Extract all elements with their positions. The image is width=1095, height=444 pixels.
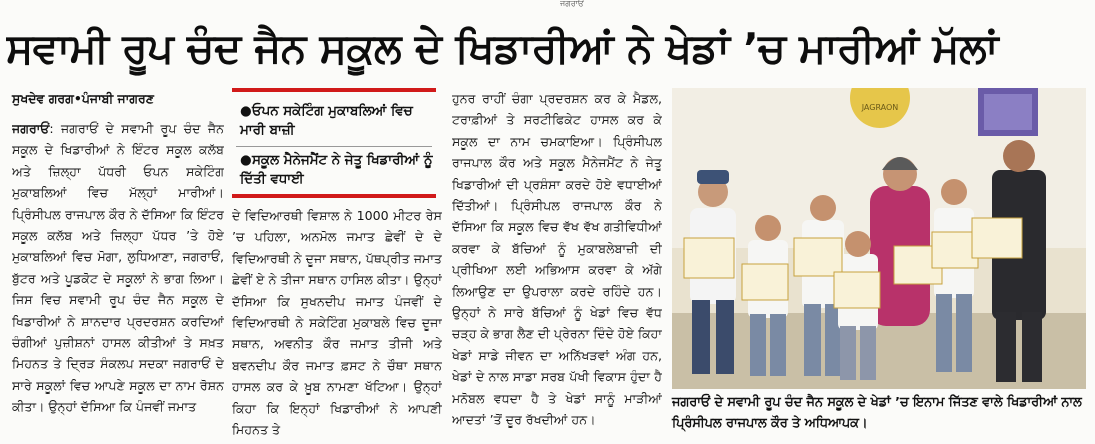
photo-caption: ਜਗਰਾਓਂ ਦੇ ਸਵਾਮੀ ਰੂਪ ਚੰਦ ਜੈਨ ਸਕੂਲ ਦੇ ਖੇਡਾਂ ’ਚ ਇਨਾਮ ਜਿੱਤਣ ਵਾਲੇ ਖਿਡਾਰੀਆਂ ਨਾਲ ਪ੍ਰਿੰਸੀਪਲ ਰਾਜਪਾਲ ਕੌਰ ਤੇ ਅਧਿਆਪਕ। [672, 395, 1082, 431]
photo-banner-text: JAGRAON [861, 103, 899, 112]
highlight-rule-top [232, 88, 436, 92]
dateline: ਜਗਰਾਓਂ [12, 121, 50, 136]
byline: ਸੁਖਦੇਵ ਗਰਗ•ਪੰਜਾਬੀ ਜਾਗਰਣ [12, 91, 154, 106]
photo-illustration [672, 88, 1086, 389]
bullet-icon: ● [240, 153, 252, 168]
article-column-3: ਹੁਨਰ ਰਾਹੀਂ ਚੰਗਾ ਪ੍ਰਦਰਸ਼ਨ ਕਰ ਕੇ ਮੈਡਲ, ਟਰਾਫ਼ੀਆਂ ਤੇ ਸਰਟੀਫਿਕੇਟ ਹਾਸਲ ਕਰ ਕੇ ਸਕੂਲ ਦਾ ਨਾਮ ਚਮਕਾਇਆ। ਪ੍ਰਿੰਸੀਪਲ ਰਾਜਪਾਲ ਕੌਰ ਅਤੇ ਸਕੂਲ ਮੈਨੇਜਮੈਂਟ ਨੇ ਜੇਤੂ ਖਿਡਾਰੀਆਂ ਦੀ ਪ੍ਰਸ਼ੰਸਾ ਕਰਦੇ ਹੋਏ ਵਧਾਈਆਂ ਦਿੱਤੀਆਂ। ਪ੍ਰਿੰਸੀਪਲ ਰਾਜਪਾਲ ਕੌਰ ਨੇ ਦੱਸਿਆ ਕਿ ਸਕੂਲ ਵਿਚ ਵੱਖ ਵੱਖ ਗਤੀਵਿਧੀਆਂ ਕਰਵਾ ਕੇ ਬੱਚਿਆਂ ਨੂੰ ਮੁਕਾਬਲੇਬਾਜ਼ੀ ਦੀ ਪ੍ਰੀਖਿਆ ਲਈ ਅਭਿਆਸ ਕਰਵਾ ਕੇ ਅੱਗੇ ਲਿਆਉਣ ਦਾ ਉਪਰਾਲਾ ਕਰਦੇ ਰਹਿੰਦੇ ਹਨ। ਉਨ੍ਹਾਂ ਨੇ ਸਾਰੇ ਬੱਚਿਆਂ ਨੂੰ ਖੇਡਾਂ ਵਿਚ ਵੱਧ ਚੜ੍ਹ ਕੇ ਭਾਗ ਲੈਣ ਦੀ ਪ੍ਰੇਰਨਾ ਦਿੰਦੇ ਹੋਏ ਕਿਹਾ ਖੇਡਾਂ ਸਾਡੇ ਜੀਵਨ ਦਾ ਅਨਿੱਖੜਵਾਂ ਅੰਗ ਹਨ, ਖੇਡਾਂ ਦੇ ਨਾਲ ਸਾਡਾ ਸਰਬ ਪੱਖੀ ਵਿਕਾਸ ਹੁੰਦਾ ਹੈ ਮਨੋਬਲ ਵਧਦਾ ਹੈ ਤੇ ਖੇਡਾਂ ਸਾਨੂੰ ਮਾੜੀਆਂ ਆਦਤਾਂ ’ਤੋਂ ਦੂਰ ਰੱਖਦੀਆਂ ਹਨ। [452, 91, 662, 428]
news-photo [672, 88, 1086, 389]
article-column-2: ਦੇ ਵਿਦਿਆਰਥੀ ਵਿਸ਼ਾਲ ਨੇ 1000 ਮੀਟਰ ਰੇਸ ’ਚ ਪਹਿਲਾ, ਅਨਮੋਲ ਜਮਾਤ ਛੇਵੀਂ ਦੇ ਦੇ ਵਿਦਿਆਰਥੀ ਨੇ ਦੂਜਾ ਸਥਾਨ, ਪੱਥਪ੍ਰੀਤ ਜਮਾਤ ਛੇਵੀਂ ਏ ਨੇ ਤੀਜਾ ਸਥਾਨ ਹਾਸਿਲ ਕੀਤਾ। ਉਨ੍ਹਾਂ ਦੱਸਿਆ ਕਿ ਸੁਖਨਦੀਪ ਜਮਾਤ ਪੰਜਵੀਂ ਦੇ ਵਿਦਿਆਰਥੀ ਨੇ ਸਕੇਟਿੰਗ ਮੁਕਾਬਲੇ ਵਿਚ ਦੂਜਾ ਸਥਾਨ, ਅਵਨੀਤ ਕੌਰ ਜਮਾਤ ਤੀਜੀ ਅਤੇ ਬਵਨਦੀਪ ਕੌਰ ਜਮਾਤ ਫ਼ਸਟ ਨੇ ਚੌਥਾ ਸਥਾਨ ਹਾਸਲ ਕਰ ਕੇ ਖ਼ੂਬ ਨਾਮਣਾ ਖੱਟਿਆ। ਉਨ੍ਹਾਂ ਕਿਹਾ ਕਿ ਇਨ੍ਹਾਂ ਖਿਡਾਰੀਆਂ ਨੇ ਆਪਣੀ ਮਿਹਨਤ ਤੇ [232, 208, 442, 438]
highlights-box [232, 88, 436, 196]
article-text-1: : ਜਗਰਾਓਂ ਦੇ ਸਵਾਮੀ ਰੂਪ ਚੰਦ ਜੈਨ ਸਕੂਲ ਦੇ ਖਿਡਾਰੀਆਂ ਨੇ ਇੰਟਰ ਸਕੂਲ ਕਲੱਬ ਅਤੇ ਜ਼ਿਲ੍ਹਾ ਪੱਧਰੀ ਓਪਨ ਸਕੇਟਿੰਗ ਮੁਕਾਬਲਿਆਂ ਵਿਚ ਮੱਲ੍ਹਾਂ ਮਾਰੀਆਂ। ਪ੍ਰਿੰਸੀਪਲ ਰਾਜਪਾਲ ਕੌਰ ਨੇ ਦੱਸਿਆ ਕਿ ਇੰਟਰ ਸਕੂਲ ਕਲੱਬ ਅਤੇ ਜ਼ਿਲ੍ਹਾ ਪੱਧਰ ’ਤੇ ਹੋਏ ਮੁਕਾਬਲਿਆਂ ਵਿਚ ਮੋਗਾ, ਲੁਧਿਆਣਾ, ਜਗਰਾਓਂ, ਬੁੱਟਰ ਅਤੇ ਪੂਡਕੋਟ ਦੇ ਸਕੂਲਾਂ ਨੇ ਭਾਗ ਲਿਆ। ਜਿਸ ਵਿਚ ਸਵਾਮੀ ਰੂਪ ਚੰਦ ਜੈਨ ਸਕੂਲ ਦੇ ਖਿਡਾਰੀਆਂ ਨੇ ਸ਼ਾਨਦਾਰ ਪ੍ਰਦਰਸ਼ਨ ਕਰਦਿਆਂ ਚੰਗੀਆਂ ਪੁਜ਼ੀਸ਼ਨਾਂ ਹਾਸਲ ਕੀਤੀਆਂ ਤੇ ਸਖ਼ਤ ਮਿਹਨਤ ਤੇ ਦ੍ਰਿੜ ਸੰਕਲਪ ਸਦਕਾ ਜਗਰਾਓਂ ਦੇ ਸਾਰੇ ਸਕੂਲਾਂ ਵਿਚ ਆਪਣੇ ਸਕੂਲ ਦਾ ਨਾਮ ਰੋਸ਼ਨ ਕੀਤਾ। ਉਨ੍ਹਾਂ ਦੱਸਿਆ ਕਿ ਪੰਜਵੀਂ ਜਮਾਤ [12, 121, 224, 415]
bullet-icon: ● [240, 104, 252, 119]
highlight-rule-bottom [232, 194, 436, 198]
headline: ਸਵਾਮੀ ਰੂਪ ਚੰਦ ਜੈਨ ਸਕੂਲ ਦੇ ਖਿਡਾਰੀਆਂ ਨੇ ਖੇਡਾਂ ’ਚ ਮਾਰੀਆਂ ਮੱਲਾਂ [6, 24, 998, 72]
highlight-item-2: ●ਸਕੂਲ ਮੈਨੇਜਮੈਂਟ ਨੇ ਜੇਤੂ ਖਿਡਾਰੀਆਂ ਨੂੰ ਦਿੱਤੀ ਵਧਾਈ [240, 153, 433, 187]
article-column-1 [12, 118, 224, 440]
page-top-strip: ਜਗਰਾਓਂ [560, 0, 584, 8]
highlight-item-1: ●ਓਪਨ ਸਕੇਟਿੰਗ ਮੁਕਾਬਲਿਆਂ ਵਿਚ ਮਾਰੀ ਬਾਜ਼ੀ [240, 104, 413, 138]
highlight-divider [236, 146, 432, 147]
